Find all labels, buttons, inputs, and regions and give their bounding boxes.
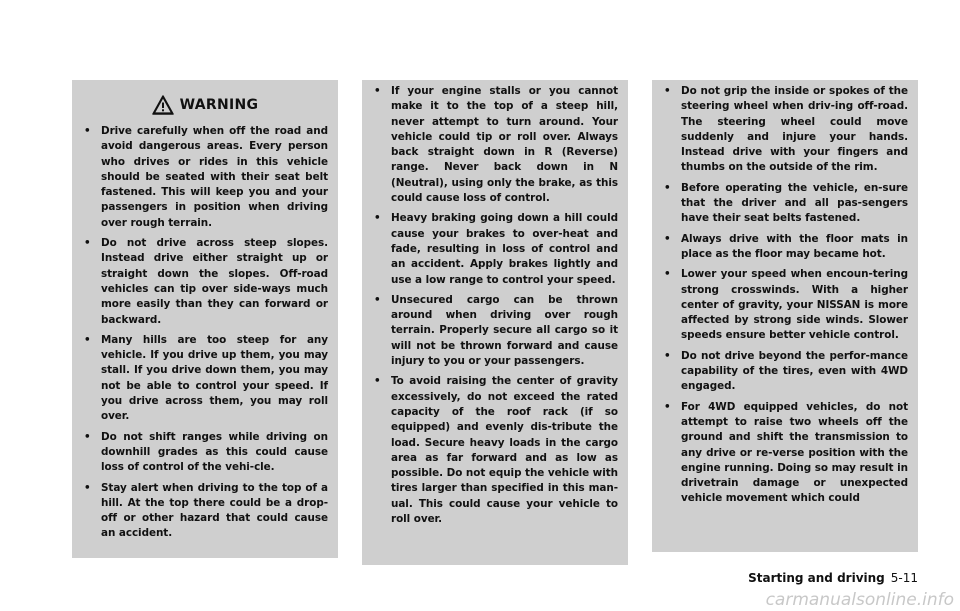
bullet-icon: • [84,430,91,443]
warning-item-text: Do not grip the inside or spokes of the steering wheel when driv-ing off-road. The steering wheel could move suddenly and injure your hands. Instead drive with your fingers and thumbs on the outside of the rim. [681,85,908,174]
section-title: Starting and driving [748,571,885,585]
warning-list-item [374,211,618,287]
bullet-icon: • [664,268,671,281]
warning-item-text: Do not shift ranges while driving on downhill grades as this could cause loss of control of the vehi-cle. [101,430,328,474]
warning-triangle-icon [152,95,174,115]
bullet-icon: • [664,400,671,413]
warning-list-column-2 [374,84,618,527]
warning-item-text: Drive carefully when off the road and avoid dangerous areas. Every person who drives or rides in this vehicle should be seated with their seat belt fastened. This will keep you and your passengers in position when driving over rough terrain. [101,125,328,229]
warning-list-item [84,236,328,328]
bullet-icon: • [374,212,381,225]
warning-item-text: Stay alert when driving to the top of a hill. At the top there could be a drop-off or other hazard that could cause an accident. [101,481,328,540]
warning-heading [72,95,338,115]
warning-list-column-1 [84,124,328,542]
bullet-icon: • [374,85,381,97]
warning-title: WARNING [179,97,259,113]
warning-list-item [664,232,908,263]
warning-box-column-1 [72,80,338,558]
warning-list-item [84,481,328,542]
bullet-icon: • [84,125,91,137]
warning-list-item [374,84,618,206]
warning-item-text: If your engine stalls or you cannot make it to the top of a steep hill, never attempt to turn around. Your vehicle could tip or roll over. Always back straight down in R (Reverse) range. Never back down in N (Neutral), using only the brake, as this could cause loss of control. [391,85,618,205]
warning-list-item [84,430,328,476]
warning-item-text: Do not drive across steep slopes. Instead drive either straight up or straight down the slopes. Off-road vehicles can tip over side-ways much more easily than they can forward or backward. [101,237,328,326]
warning-item-text: To avoid raising the center of gravity excessively, do not exceed the rated capacity of the roof rack (if so equipped) and evenly dis-tribute the load. Secure heavy loads in the cargo area as far forward and as low as possible. Do not equip the vehicle with tires larger than specified in this man-ual. This could cause your vehicle to roll over. [391,375,618,526]
warning-item-text: Before operating the vehicle, en-sure that the driver and all pas-sengers have their seat belts fastened. [681,181,908,225]
warning-list-item [664,349,908,395]
bullet-icon: • [84,481,91,494]
warning-list-item [664,267,908,343]
warning-item-text: Unsecured cargo can be thrown around when driving over rough terrain. Properly secure all cargo so it will not be thrown forward and cause injury to you or your passengers. [391,293,618,368]
warning-list-item [664,400,908,507]
warning-list-item [374,293,618,369]
bullet-icon: • [374,375,381,388]
bullet-icon: • [84,237,91,250]
warning-list-item [84,124,328,231]
warning-list-item [84,333,328,425]
bullet-icon: • [664,349,671,362]
warning-item-text: Do not drive beyond the perfor-mance capability of the tires, even with 4WD engaged. [681,349,908,393]
warning-list-column-3 [664,84,908,507]
bullet-icon: • [84,333,91,346]
warning-box-column-3 [652,80,918,552]
watermark: carmanualsonline.info [765,590,954,610]
warning-list-item [664,84,908,176]
warning-item-text: Always drive with the floor mats in place as the floor may became hot. [681,232,908,260]
warning-list-item [374,374,618,527]
bullet-icon: • [664,85,671,97]
warning-box-column-2 [362,80,628,565]
warning-item-text: For 4WD equipped vehicles, do not attempt to raise two wheels off the ground and shift the transmission to any drive or re-verse position with the engine running. Doing so may result in drivetrain damage or unexpected vehicle movement which could [681,400,908,505]
warning-item-text: Heavy braking going down a hill could cause your brakes to over-heat and fade, resulting in loss of control and an accident. Apply brakes lightly and use a low range to control your speed. [391,212,618,286]
warning-list-item [664,181,908,227]
page-footer [748,571,918,585]
page-number: 5-11 [890,571,918,585]
bullet-icon: • [664,181,671,194]
bullet-icon: • [664,232,671,245]
bullet-icon: • [374,293,381,306]
warning-item-text: Many hills are too steep for any vehicle. If you drive up them, you may stall. If you drive down them, you may not be able to control your speed. If you drive across them, you may roll over. [101,333,328,423]
warning-item-text: Lower your speed when encoun-tering strong crosswinds. With a higher center of gravity, your NISSAN is more affected by strong side winds. Slower speeds ensure better vehicle control. [681,268,908,342]
